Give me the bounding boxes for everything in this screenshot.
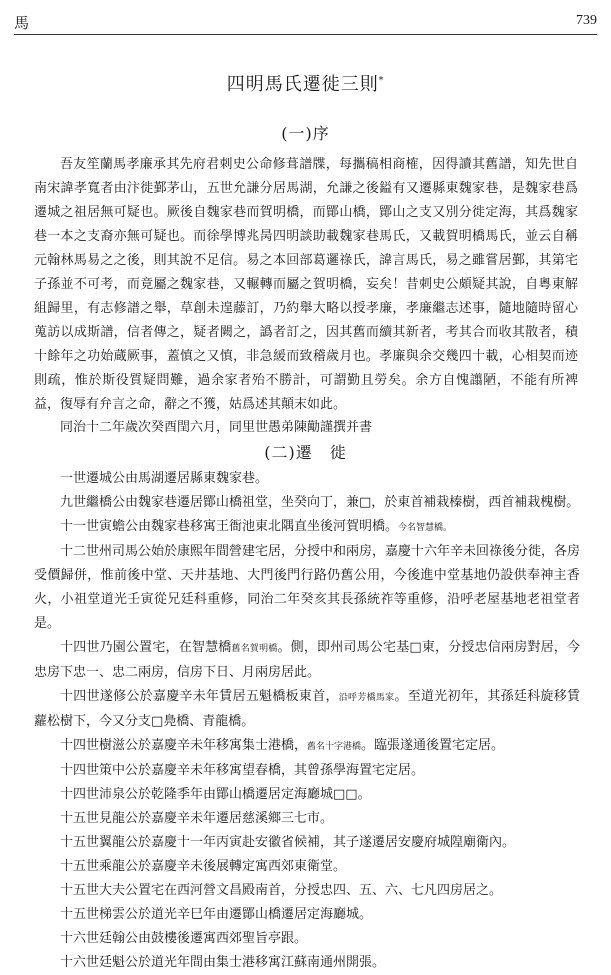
list-item: 十五世乘龍公於嘉慶辛未後展轉定寓西郊東衛堂。 (60, 859, 347, 874)
list-item: 十二世州司馬公始於康熙年間營建宅居，分授中和兩房，嘉慶十六年辛未回祿後分徙，各房受價歸併，惟前後中堂、天井基地、大門後門行路仍舊公用，今後進中堂基地仍設供奉神主香火，小祖堂道光壬寅從兄廷科重修，同治二年癸亥其長孫統祚等重修，沿呼老屋基地老祖堂者是。 (34, 544, 581, 631)
migration-list (34, 467, 580, 975)
footnote-mark: * (378, 76, 385, 86)
section-heading-preface: (一)序 (281, 124, 330, 143)
running-head-surname: 馬 (14, 14, 30, 32)
article-title (0, 70, 611, 96)
list-item: 十一世寅蟾公由魏家巷移寓王衙池東北隅直坐後河賀明橋。今名智慧橋。 (60, 519, 453, 534)
inline-note: 今名智慧橋。 (398, 523, 453, 533)
list-item: 一世遷城公由馬湖遷居縣東魏家巷。 (60, 471, 269, 486)
list-item: 十五世梯雲公於道光辛巳年由遷鄮山橋遷居定海廳城。 (60, 907, 373, 922)
list-item: 十五世翼龍公於嘉慶十一年丙寅赴安徽省候補，其子遂遷居安慶府城隍廟衛內。 (60, 835, 516, 850)
list-item: 十四世策中公於嘉慶辛未年移寓望春橋，其曾孫學海置宅定居。 (60, 763, 425, 778)
preface-signature: 同治十二年歲次癸酉閏六月，同里世愚弟陳勱謹撰并書 (60, 420, 373, 435)
list-item: 十四世沛泉公於乾隆季年由鄮山橋遷居定海廳城□□。 (60, 787, 371, 802)
preface-body: 吾友笙蘭馬孝廉承其先府君刺史公命修葺譜牒，每攜稿相商榷，因得讀其舊譜，知先世自南宋諱孝寬者由汴徙鄞茅山，五世允謙分居馬湖，允謙之後鎰有又遷縣東魏家巷，是魏家巷爲遷城之祖居無可疑也。厥後自魏家巷而賀明橋，而鄮山橋，鄮山之支又別分徙定海，其爲魏家巷一本之支裔亦無可疑也。而徐學博兆昺四明談助載魏家巷馬氏，又載賀明橋馬氏，並云自稱元翰林馬易之之後，則其說不足信。易之本回部葛邏祿氏，諱言馬氏，易之雖嘗居鄞，其第宅子孫並不可考，而竟屬之魏家巷，又輾轉而屬之賀明橋，妄矣！昔刺史公頗疑其說，自粵東解組歸里，有志修譜之舉，草創未遑藤訂，乃約舉大略以授孝廉，孝廉繼志述事，隨地隨時留心蒐訪以成斯譜，信者傳之，疑者闕之，譌者訂之，因其舊而續其新者，考其合而收其散者，積十餘年之功始蔵厥事，蓋慎之又慎，非急緩而致稽歲月也。孝廉與余交幾四十載，心相契而迹則疏，惟於斯役質疑問難，過余家者殆不勝計，可謂勤且勞矣。余方自愧譾陋，不能有所裨益，復辱有弁言之命，辭之不獲，姑爲述其顛末如此。 (34, 157, 578, 412)
inline-note: 沿呼芳橋馬家 (338, 693, 395, 703)
list-item: 九世繼橋公由魏家巷遷居鄮山橋祖堂，坐癸向丁，兼□，於東首補栽榛樹，西首補栽槐樹。 (60, 495, 580, 510)
inline-note: 舊名十字港橋 (307, 742, 362, 752)
running-head (14, 12, 597, 35)
inline-note: 舊名賀明橋 (231, 644, 278, 654)
list-item: 十四世樹滋公於嘉慶辛未年移寓集士港橋，舊名十字港橋。臨張遂通後置宅定居。 (60, 738, 505, 753)
list-item: 十四世遂修公於嘉慶辛未年賃居五魁橋板東首，沿呼芳橋馬家。至道光初年，其孫廷科旋移賃蘿松樹下，今又分支□鳧橋、青龍橋。 (34, 689, 580, 729)
article-title-text: 四明馬氏遷徙三則 (226, 74, 379, 95)
list-item: 十四世乃園公置宅，在智慧橋舊名賀明橋。側，即州司馬公宅基□東，分授忠信兩房對居，今忠房下忠一、忠二兩房，信房下日、月兩房居此。 (34, 640, 580, 680)
page-number: 739 (576, 13, 597, 28)
section-heading-migration: (二)遷 徙 (264, 443, 347, 462)
list-item: 十六世廷魁公於道光年間由集士港移寓江蘇南通州開張。 (60, 955, 386, 970)
list-item: 十五世大夫公置宅在西河營文昌殿南首，分授忠四、五、六、七凡四房居之。 (60, 883, 503, 898)
list-item: 十五世見龍公於嘉慶辛未年遷居慈溪鄉三七市。 (60, 811, 334, 826)
list-item: 十六世廷翰公由鼓樓後遷寓西郊聖旨亭跟。 (60, 931, 308, 946)
